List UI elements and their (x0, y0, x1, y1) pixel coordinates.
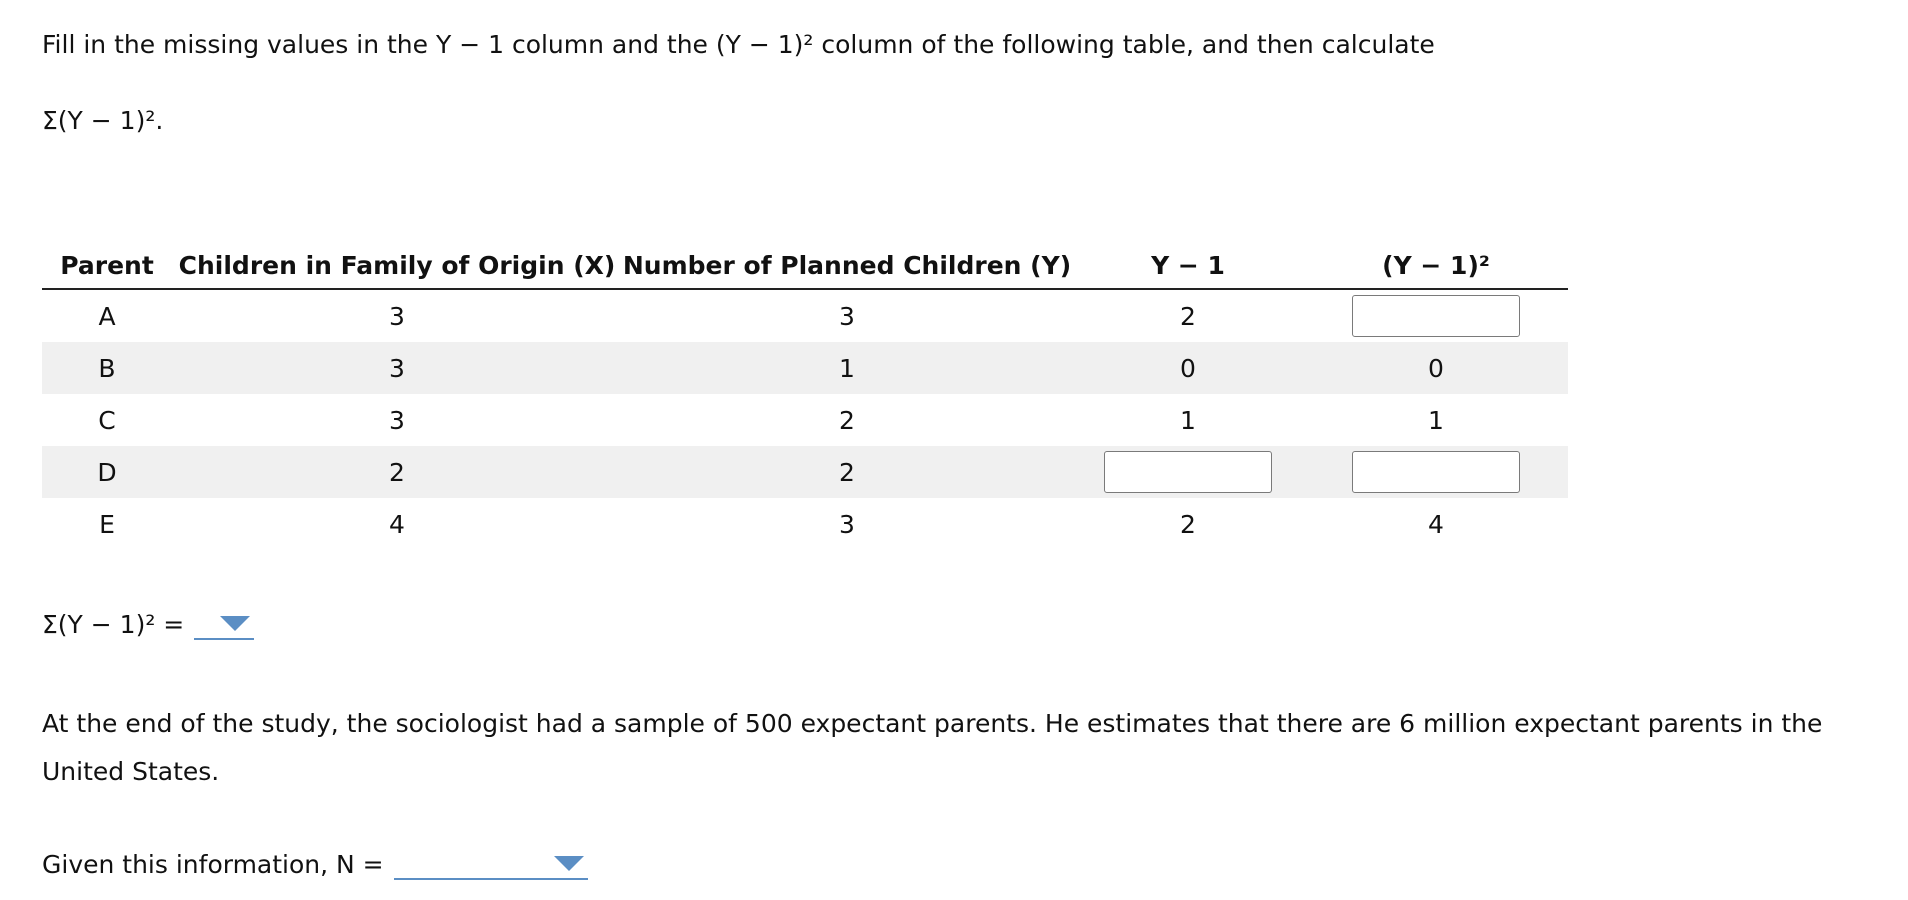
n-dropdown[interactable] (394, 848, 588, 880)
cell-y-minus-1: 0 (1072, 342, 1304, 394)
header-y-minus-1: Y − 1 (1072, 242, 1304, 289)
cell-x: 3 (172, 342, 622, 394)
cell-parent: A (98, 301, 116, 331)
cell-y-minus-1 (1072, 446, 1304, 498)
table-row (42, 498, 1568, 550)
n-label: Given this information, N = (42, 849, 384, 879)
table-row (42, 394, 1568, 446)
sum-label: Σ(Y − 1)² = (42, 609, 185, 639)
cell-y-minus-1-squared: 4 (1428, 509, 1444, 539)
cell-x: 3 (389, 301, 405, 331)
chevron-down-icon (554, 856, 584, 871)
cell-y-minus-1: 2 (1180, 301, 1196, 331)
cell-y: 1 (622, 342, 1072, 394)
header-parent: Parent (42, 242, 172, 289)
table-row (42, 446, 1568, 498)
table-header-row (42, 242, 1568, 289)
cell-parent: B (42, 342, 172, 394)
header-y-minus-1-squared: (Y − 1)² (1304, 242, 1568, 289)
cell-x: 3 (389, 405, 405, 435)
cell-parent: D (42, 446, 172, 498)
table-row (42, 289, 1568, 342)
cell-y-minus-1-squared (1304, 289, 1568, 342)
header-children-origin: Children in Family of Origin (X) (172, 242, 622, 289)
cell-y-minus-1: 2 (1180, 509, 1196, 539)
instruction-sum-expression: Σ(Y − 1)². (42, 106, 164, 135)
n-question (42, 848, 588, 880)
cell-y-minus-1-squared: 0 (1304, 342, 1568, 394)
cell-parent: E (99, 509, 115, 539)
cell-y-minus-1: 1 (1180, 405, 1196, 435)
answer-input-d-y-minus-1-squared[interactable] (1352, 451, 1520, 493)
study-paragraph: At the end of the study, the sociologist had a sample of 500 expectant parents. He estimates that there are 6 million expectant parents in the United States. (42, 709, 1823, 786)
cell-parent: C (98, 405, 116, 435)
cell-x: 4 (389, 509, 405, 539)
cell-y: 3 (839, 509, 855, 539)
cell-y-minus-1-squared (1304, 446, 1568, 498)
data-table (42, 242, 1568, 550)
header-planned-children: Number of Planned Children (Y) (622, 242, 1072, 289)
cell-x: 2 (172, 446, 622, 498)
sum-question (42, 608, 254, 640)
cell-y: 2 (839, 405, 855, 435)
answer-input-a-y-minus-1-squared[interactable] (1352, 295, 1520, 337)
sum-dropdown[interactable] (194, 608, 254, 640)
table-row (42, 342, 1568, 394)
chevron-down-icon (220, 616, 250, 631)
instruction-text: Fill in the missing values in the Y − 1 column and the (Y − 1)² column of the following table, and then calculate (42, 30, 1435, 59)
cell-y: 2 (622, 446, 1072, 498)
cell-y: 3 (839, 301, 855, 331)
cell-y-minus-1-squared: 1 (1428, 405, 1444, 435)
answer-input-d-y-minus-1[interactable] (1104, 451, 1272, 493)
